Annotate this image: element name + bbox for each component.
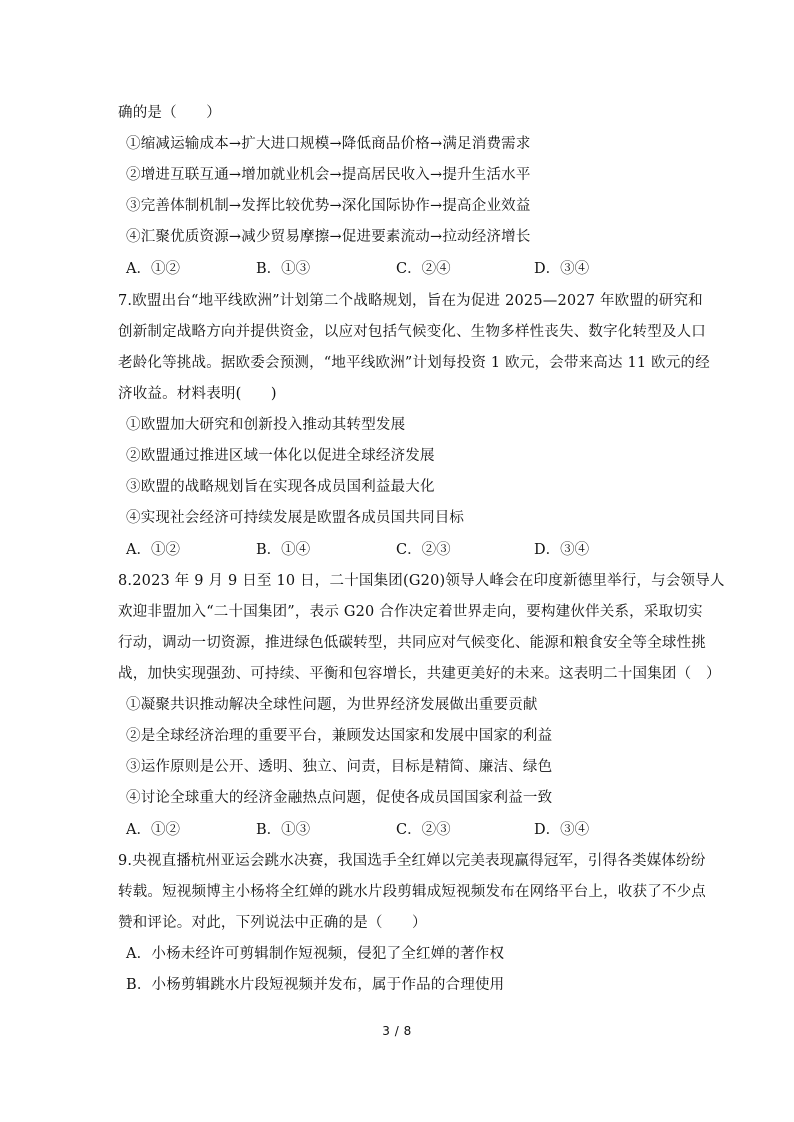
q6-choice-a: A．①② (126, 261, 180, 277)
q6-choices (126, 260, 686, 278)
q7-stem-line-1: 7.欧盟出台“地平线欧洲”计划第二个战略规划，旨在为促进 2025—2027 年欧盟的研究和 (118, 293, 703, 309)
q7-choice-a: A．①② (126, 542, 180, 558)
q7-choice-b: B．①④ (256, 542, 311, 558)
q8-stem-line-1: 8.2023 年 9 月 9 日至 10 日，二十国集团(G20)领导人峰会在印度新德里举行，与会领导人 (118, 573, 725, 589)
page-number: 3 / 8 (382, 1024, 412, 1038)
q6-option-1: ①缩减运输成本→扩大进口规模→降低商品价格→满足消费需求 (126, 136, 531, 152)
q8-choice-b: B．①③ (256, 822, 311, 838)
q7-option-3: ③欧盟的战略规划旨在实现各成员国利益最大化 (126, 479, 435, 495)
q6-choice-c: C．②④ (396, 261, 451, 277)
q7-option-4: ④实现社会经济可持续发展是欧盟各成员国共同目标 (126, 510, 465, 526)
q7-option-1: ①欧盟加大研究和创新投入推动其转型发展 (126, 417, 406, 433)
q7-stem-line-4: 济收益。材料表明( ) (118, 386, 277, 402)
q7-choice-d: D．③④ (534, 542, 590, 558)
q7-choice-c: C．②③ (396, 542, 451, 558)
q8-choice-a: A．①② (126, 822, 180, 838)
q9-option-a: A．小杨未经许可剪辑制作短视频，侵犯了全红婵的著作权 (126, 946, 505, 962)
q8-option-1: ①凝聚共识推动解决全球性问题，为世界经济发展做出重要贡献 (126, 697, 538, 713)
q8-option-3: ③运作原则是公开、透明、独立、问责，目标是精简、廉洁、绿色 (126, 759, 553, 775)
q8-stem-line-3: 行动，调动一切资源，推进绿色低碳转型，共同应对气候变化、能源和粮食安全等全球性挑 (118, 635, 706, 651)
q7-stem-line-3: 老龄化等挑战。据欧委会预测，“地平线欧洲”计划每投资 1 欧元，会带来高达 11 欧元的经 (118, 355, 710, 371)
q6-stem-tail: 确的是（ ） (118, 105, 221, 121)
q9-stem-line-3: 赞和评论。对此，下列说法中正确的是（ ） (118, 915, 427, 931)
q8-option-2: ②是全球经济治理的重要平台，兼顾发达国家和发展中国家的利益 (126, 728, 553, 744)
q7-stem-line-2: 创新制定战略方向并提供资金，以应对包括气候变化、生物多样性丧失、数字化转型及人口 (118, 324, 706, 340)
q6-option-4: ④汇聚优质资源→减少贸易摩擦→促进要素流动→拉动经济增长 (126, 229, 531, 245)
q8-option-4: ④讨论全球重大的经济金融热点问题，促使各成员国国家利益一致 (126, 790, 553, 806)
q8-choices (126, 821, 686, 839)
q8-choice-d: D．③④ (534, 822, 590, 838)
q9-stem-line-1: 9.央视直播杭州亚运会跳水决赛，我国选手全红婵以完美表现赢得冠军，引得各类媒体纷纷 (118, 853, 706, 869)
q8-stem-line-4: 战，加快实现强劲、可持续、平衡和包容增长，共建更美好的未来。这表明二十国集团（ ） (118, 666, 721, 682)
q6-option-3: ③完善体制机制→发挥比较优势→深化国际协作→提高企业效益 (126, 198, 531, 214)
q9-option-b: B．小杨剪辑跳水片段短视频并发布，属于作品的合理使用 (126, 977, 505, 993)
q8-stem-line-2: 欢迎非盟加入“二十国集团”，表示 G20 合作决定着世界走向，要构建伙伴关系，采取切实 (118, 604, 703, 620)
q6-choice-b: B．①③ (256, 261, 311, 277)
q7-choices (126, 541, 686, 559)
q8-choice-c: C．②③ (396, 822, 451, 838)
q7-option-2: ②欧盟通过推进区域一体化以促进全球经济发展 (126, 448, 435, 464)
q6-option-2: ②增进互联互通→增加就业机会→提高居民收入→提升生活水平 (126, 167, 531, 183)
q6-choice-d: D．③④ (534, 261, 590, 277)
q9-stem-line-2: 转载。短视频博主小杨将全红婵的跳水片段剪辑成短视频发布在网络平台上，收获了不少点 (118, 884, 706, 900)
